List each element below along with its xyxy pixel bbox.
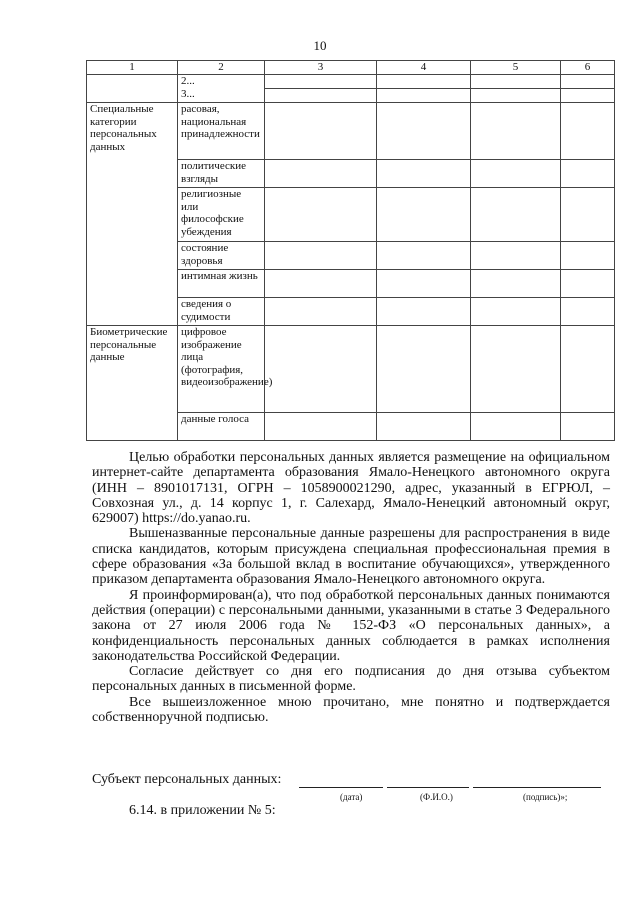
empty-cell [471, 160, 561, 188]
empty-cell [377, 270, 471, 298]
empty-cell [265, 103, 377, 160]
empty-cell [377, 326, 471, 413]
page-number: 10 [313, 38, 327, 53]
table-header-row [87, 61, 615, 75]
column-header: 6 [561, 61, 615, 75]
subcategory-cell: расовая, национальная принадлежности [178, 103, 265, 160]
signature-caption: (подпись)»; [523, 792, 568, 802]
personal-data-table [86, 60, 615, 441]
subcategory-cell: сведения о судимости [178, 298, 265, 326]
date-caption: (дата) [340, 792, 363, 802]
empty-cell [377, 103, 471, 160]
column-header: 1 [87, 61, 178, 75]
empty-cell [561, 298, 615, 326]
placeholder-line: 2... [181, 75, 195, 87]
column-header: 3 [265, 61, 377, 75]
table-row [87, 103, 615, 160]
paragraph: Все вышеизложенное мною прочитано, мне понятно и подтверждается собственноручной подписью. [92, 694, 610, 726]
empty-cell [471, 242, 561, 270]
consent-text [92, 450, 610, 725]
empty-cell [561, 270, 615, 298]
empty-cell [377, 160, 471, 188]
subcategory-cell: религиозные или философские убеждения [178, 188, 265, 242]
subcategory-cell: данные голоса [178, 413, 265, 441]
empty-cell [561, 326, 615, 413]
empty-cell [561, 160, 615, 188]
paragraph: Я проинформирован(а), что под обработкой персональных данных понимаются действия (операции) с персональными данными, указанными в статье 3 Федерального закона от 27 июля 2006 года № 152-ФЗ «О персональных данных», а конфиденциальность персональных данных соблюдается в рамках исполнения законодательства Российской Федерации. [92, 587, 610, 664]
empty-cell [265, 326, 377, 413]
empty-cell [561, 413, 615, 441]
empty-cell [377, 242, 471, 270]
empty-cell [265, 413, 377, 441]
category-cell: Специальные категории персональных данных [87, 103, 178, 326]
empty-cell [471, 103, 561, 160]
empty-cell [377, 413, 471, 441]
empty-cell [471, 188, 561, 242]
paragraph: Вышеназванные персональные данные разрешены для распространения в виде списка кандидатов, которым присуждена специальная профессиональная премия в сфере образования «За большой вклад в воспитание обучающихся», утвержденного приказом департамента образования Ямало-Ненецкого автономного округа. [92, 526, 610, 588]
empty-cell [265, 160, 377, 188]
empty-cell [471, 413, 561, 441]
empty-cell [377, 188, 471, 242]
empty-cell [265, 188, 377, 242]
subcategory-cell: цифровое изображение лица (фотография, видеоизображение) [178, 326, 265, 413]
name-caption: (Ф.И.О.) [420, 792, 453, 802]
signature-blank-line [473, 787, 601, 788]
empty-cell [561, 188, 615, 242]
empty-cell [265, 270, 377, 298]
subcategory-cell: политические взгляды [178, 160, 265, 188]
column-header: 4 [377, 61, 471, 75]
empty-cell [265, 298, 377, 326]
paragraph: Целью обработки персональных данных является размещение на официальном интернет-сайте департамента образования Ямало-Ненецкого автономного округа (ИНН – 8901017131, ОГРН – 1058900021290, адрес, указанный в ЕГРЮЛ, – Совхозная ул., д. 14 корпус 1, г. Салехард, Ямало-Ненецкий автономный округ, 629007) https://do.yanao.ru. [92, 450, 610, 527]
empty-cell [561, 103, 615, 160]
empty-cell [471, 298, 561, 326]
paragraph: Согласие действует со дня его подписания до дня отзыва субъектом персональных данных в письменной форме. [92, 664, 610, 695]
column-header: 5 [471, 61, 561, 75]
table-row [87, 75, 615, 103]
subcategory-cell: состояние здоровья [178, 242, 265, 270]
empty-cell [471, 270, 561, 298]
empty-cell [377, 298, 471, 326]
placeholder-line: 3... [181, 87, 195, 100]
column-header: 2 [178, 61, 265, 75]
signature-label: Субъект персональных данных: [92, 772, 282, 787]
date-blank-line [299, 787, 383, 788]
empty-cell [561, 242, 615, 270]
subcategory-cell: интимная жизнь [178, 270, 265, 298]
name-blank-line [387, 787, 469, 788]
section-heading: 6.14. в приложении № 5: [129, 803, 276, 818]
table-row [87, 326, 615, 413]
empty-cell [265, 242, 377, 270]
empty-cell [471, 326, 561, 413]
category-cell: Биометрические персональные данные [87, 326, 178, 441]
